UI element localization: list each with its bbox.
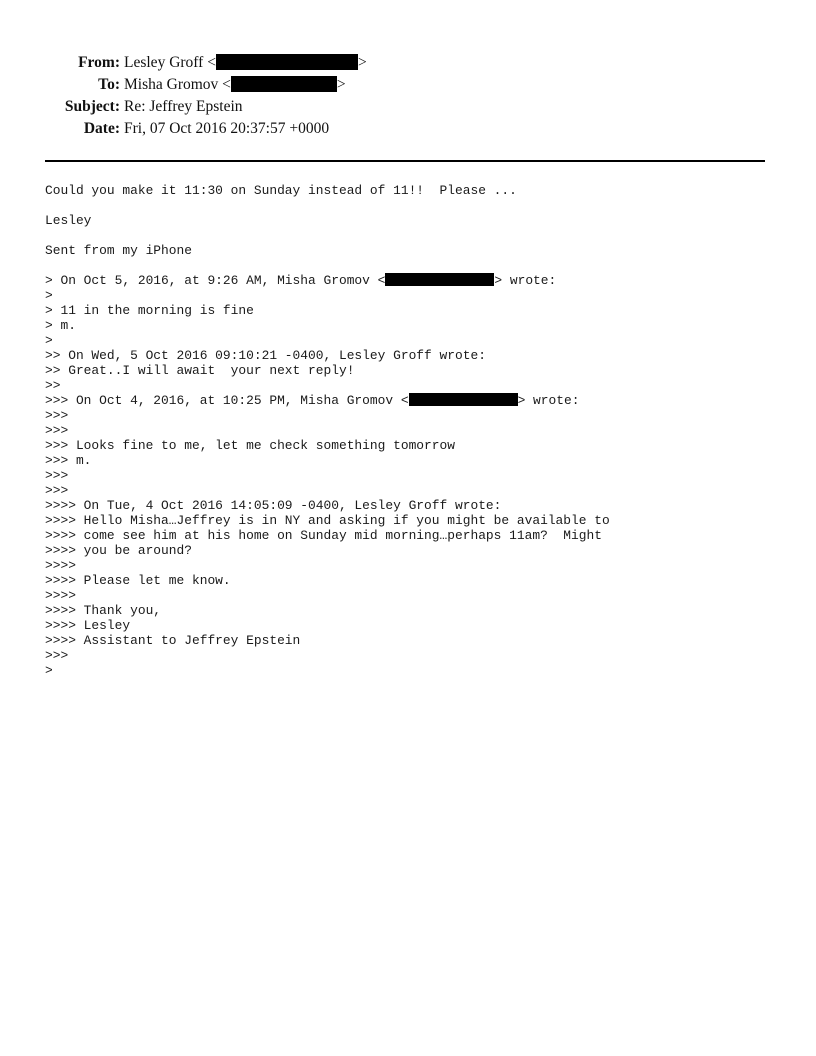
quoted-line: >>> [45,483,69,498]
quoted-line: >>>> [45,558,76,573]
quoted-attribution-line [45,273,785,288]
quoted-line: >>> [45,468,69,483]
quoted-attribution-suffix: > wrote: [494,273,557,288]
quoted-line: >>>> Thank you, [45,603,162,618]
angle-open: < [222,76,231,93]
quoted-line: > [45,288,53,303]
angle-open: < [207,54,216,71]
quoted-line: >>>> Please let me know. [45,573,231,588]
redacted-quoted-email [409,393,518,406]
email-body [45,183,785,678]
from-row [0,52,816,74]
header-divider [45,160,765,162]
quoted-attribution-line [45,393,785,408]
blank-line [45,258,785,273]
quoted-line: >>> m. [45,453,92,468]
from-name: Lesley Groff [124,54,204,71]
subject-row [0,96,816,118]
from-value [124,52,367,74]
quoted-line: > [45,663,53,678]
angle-close: > [357,54,367,71]
quoted-line: >>>> Assistant to Jeffrey Epstein [45,633,301,648]
email-header [0,52,816,140]
quoted-line: >>>> Hello Misha…Jeffrey is in NY and asking if you might be available to [45,513,610,528]
date-row [0,118,816,140]
quoted-attribution-prefix: >>> On Oct 4, 2016, at 10:25 PM, Misha Gromov < [45,393,409,408]
quoted-line: >> On Wed, 5 Oct 2016 09:10:21 -0400, Lesley Groff wrote: [45,348,486,363]
quoted-line: >> Great..I will await your next reply! [45,363,355,378]
quoted-line: >>>> [45,588,76,603]
from-label: From: [78,54,120,71]
to-label: To: [98,76,120,93]
to-value [124,74,346,96]
date-label: Date: [83,120,120,137]
quoted-line: >> [45,378,61,393]
date-value: Fri, 07 Oct 2016 20:37:57 +0000 [124,120,330,137]
redacted-quoted-email [385,273,494,286]
quoted-line: > [45,333,53,348]
to-name: Misha Gromov [124,76,219,93]
quoted-line: >>> Looks fine to me, let me check something tomorrow [45,438,455,453]
quoted-line: >>> [45,423,69,438]
quoted-line: >>>> you be around? [45,543,192,558]
quoted-line: >>>> come see him at his home on Sunday mid morning…perhaps 11am? Might [45,528,602,543]
quoted-line: >>> [45,648,69,663]
message-line: Could you make it 11:30 on Sunday instead of 11!! Please ... [45,183,517,198]
subject-value: Re: Jeffrey Epstein [124,98,243,115]
redacted-from-email [216,54,358,70]
quoted-line: >>>> Lesley [45,618,131,633]
quoted-line: > 11 in the morning is fine [45,303,254,318]
quoted-line: >>>> On Tue, 4 Oct 2016 14:05:09 -0400, Lesley Groff wrote: [45,498,502,513]
subject-label: Subject: [64,98,120,115]
quoted-attribution-suffix: > wrote: [517,393,580,408]
quoted-line: >>> [45,408,69,423]
to-row [0,74,816,96]
quoted-line: > m. [45,318,76,333]
redacted-to-email [231,76,337,92]
sent-from-line: Sent from my iPhone [45,243,192,258]
angle-close: > [336,76,346,93]
signature-line: Lesley [45,213,92,228]
blank-line [45,228,785,243]
quoted-attribution-prefix: > On Oct 5, 2016, at 9:26 AM, Misha Gromov < [45,273,386,288]
blank-line [45,198,785,213]
